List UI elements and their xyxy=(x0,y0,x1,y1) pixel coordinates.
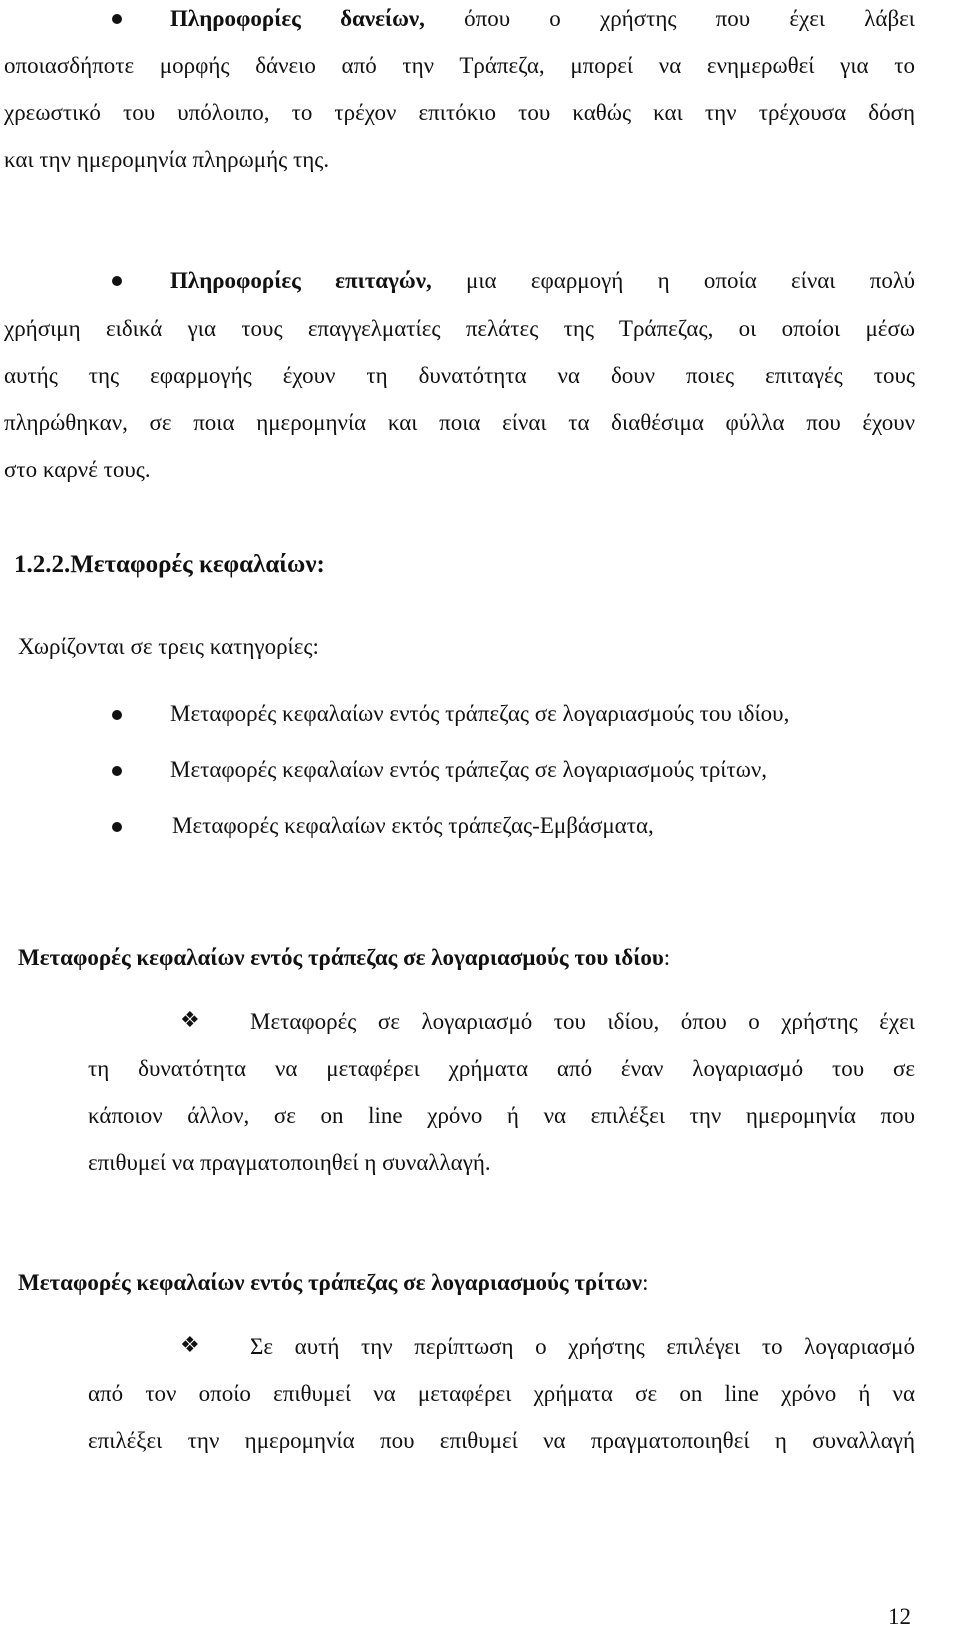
loans-label: Πληροφορίες δανείων, xyxy=(170,6,425,31)
own-accounts-line3: κάποιον άλλον, σε on line χρόνο ή να επιλέξει την ημερομηνία που xyxy=(88,1103,915,1128)
loans-paragraph-line2: οποιασδήποτε μορφής δάνειο από την Τράπεζα, μπορεί να ενημερωθεί για το xyxy=(4,53,915,78)
category-item: Μεταφορές κεφαλαίων εντός τράπεζας σε λογαριασμούς τρίτων, xyxy=(170,757,768,782)
bullet-icon xyxy=(112,710,122,720)
cheques-paragraph-line4: πληρώθηκαν, σε ποια ημερομηνία και ποια είναι τα διαθέσιμα φύλλα που έχουν xyxy=(4,410,915,435)
diamond-bullet-icon: ❖ xyxy=(180,1332,200,1357)
own-accounts-line4: επιθυμεί να πραγματοποιηθεί η συναλλαγή. xyxy=(88,1150,491,1175)
bullet-icon xyxy=(112,822,122,832)
bullet-icon xyxy=(112,766,122,776)
bullet-icon xyxy=(112,276,122,286)
third-party-line3: επιλέξει την ημερομηνία που επιθυμεί να πραγματοποιηθεί η συναλλαγή xyxy=(88,1428,915,1453)
bullet-icon xyxy=(112,14,122,24)
intro-text: Χωρίζονται σε τρεις κατηγορίες: xyxy=(18,634,319,659)
cheques-paragraph-line2: χρήσιμη ειδικά για τους επαγγελματίες πελάτες της Τράπεζας, οι οποίοι μέσω xyxy=(4,316,915,341)
third-party-line1: Σε αυτή την περίπτωση ο χρήστης επιλέγει το λογαριασμό xyxy=(250,1334,915,1359)
cheques-paragraph-line5: στο καρνέ τους. xyxy=(4,457,151,482)
page-number: 12 xyxy=(888,1604,911,1629)
section-heading: 1.2.2.Μεταφορές κεφαλαίων: xyxy=(14,551,325,578)
loans-paragraph-line4: και την ημερομηνία πληρωμής της. xyxy=(4,147,330,172)
cheques-paragraph-line1: Πληροφορίες επιταγών, μια εφαρμογή η οποία είναι πολύ xyxy=(170,268,915,293)
diamond-bullet-icon: ❖ xyxy=(180,1007,200,1032)
cheques-label: Πληροφορίες επιταγών, xyxy=(170,268,432,293)
cheques-paragraph-line3: αυτής της εφαρμογής έχουν τη δυνατότητα να δουν ποιες επιταγές τους xyxy=(4,363,915,388)
own-accounts-title: Μεταφορές κεφαλαίων εντός τράπεζας σε λογαριασμούς του ιδίου: xyxy=(18,945,671,970)
own-accounts-line2: τη δυνατότητα να μεταφέρει χρήματα από έναν λογαριασμό του σε xyxy=(88,1056,915,1081)
category-item: Μεταφορές κεφαλαίων εκτός τράπεζας-Εμβάσματα, xyxy=(172,813,654,838)
third-party-title: Μεταφορές κεφαλαίων εντός τράπεζας σε λογαριασμούς τρίτων: xyxy=(18,1270,649,1295)
loans-paragraph-line1: Πληροφορίες δανείων, όπου ο χρήστης που έχει λάβει xyxy=(170,6,915,31)
third-party-line2: από τον οποίο επιθυμεί να μεταφέρει χρήματα σε on line χρόνο ή να xyxy=(88,1381,915,1406)
category-item: Μεταφορές κεφαλαίων εντός τράπεζας σε λογαριασμούς του ιδίου, xyxy=(170,701,790,726)
loans-paragraph-line3: χρεωστικό του υπόλοιπο, το τρέχον επιτόκιο του καθώς και την τρέχουσα δόση xyxy=(4,100,915,125)
own-accounts-line1: Μεταφορές σε λογαριασμό του ιδίου, όπου ο χρήστης έχει xyxy=(250,1009,915,1034)
